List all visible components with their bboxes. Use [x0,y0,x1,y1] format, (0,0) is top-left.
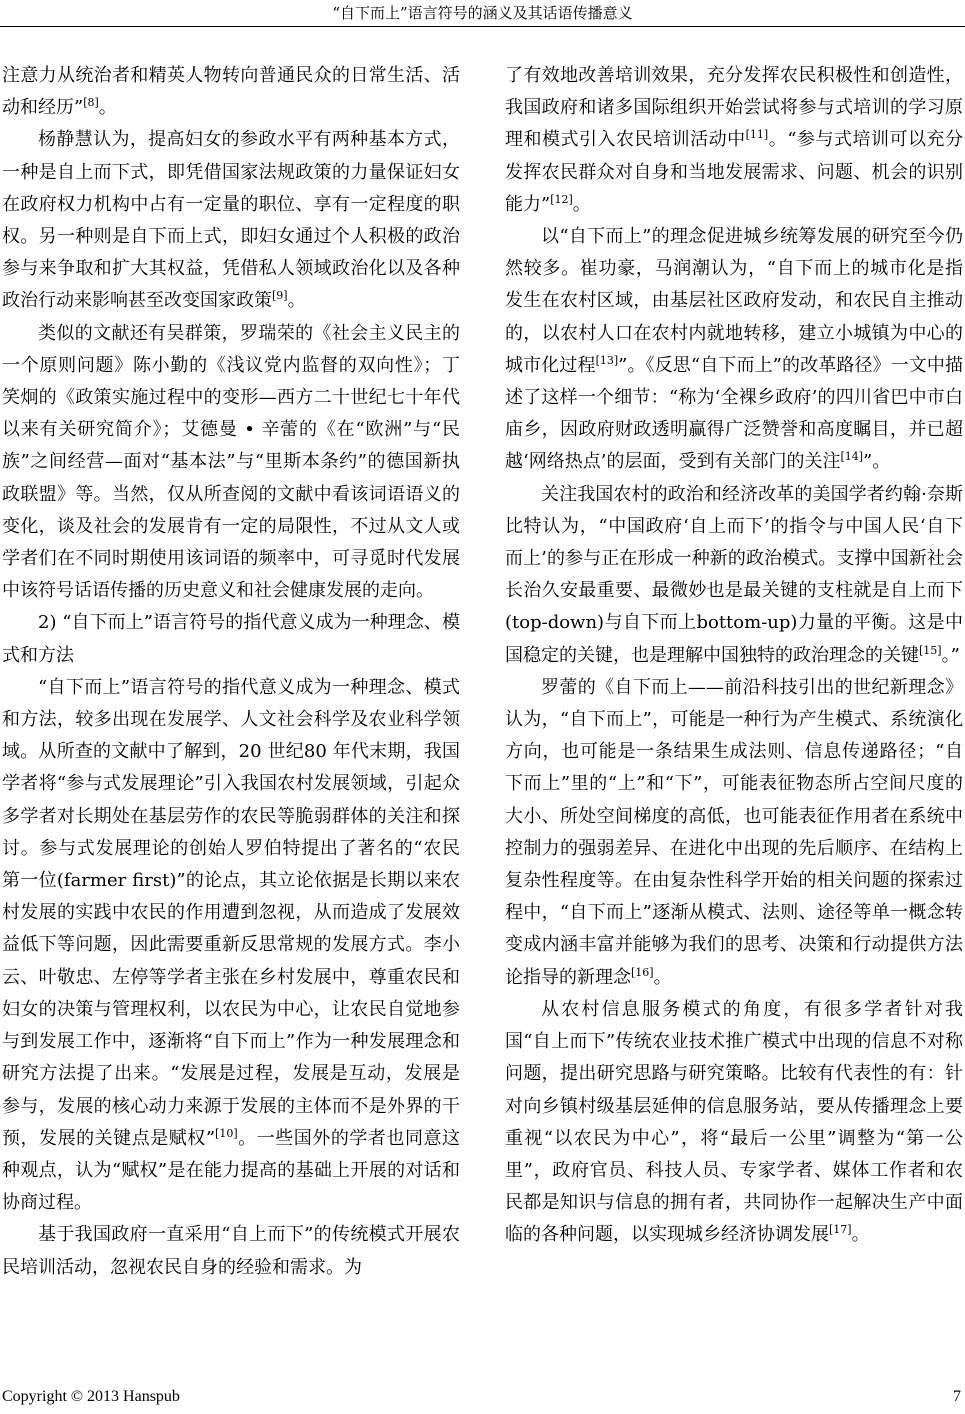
paragraph: 注意力从统治者和精英人物转向普通民众的日常生活、活动和经历”[8]。 [2,65,460,119]
paragraph: 罗蕾的《自下而上——前沿科技引出的世纪新理念》认为，“自下而上”，可能是一种行为产生模式、系统演化方向，也可能是一条结果生成法则、信息传递路径；“自下而上”里的“上”和“下”，可能表征物态所占空间尺度的大小、所处空间梯度的高低，也可能表征作用者在系统中控制力的强弱差异、在进化中出现的先后顺序、在结构上复杂性程度等。在由复杂性科学开始的相关问题的探索过程中，“自下而上”逐渐从模式、法则、途径等单一概念转变成内涵丰富并能够为我们的思考、决策和行动提供方法论指导的新理念[16]。 [505,676,963,988]
citation: [14] [840,450,864,464]
citation: [17] [829,1223,852,1237]
copyright-notice: Copyright © 2013 Hanspub [2,1388,180,1405]
header-rule [0,26,965,27]
citation: [9] [272,289,288,303]
right-column [505,60,963,1252]
citation: [13] [595,353,619,367]
paragraph: 杨静慧认为，提高妇女的参政水平有两种基本方式，一种是自上而下式，即凭借国家法规政策的力量保证妇女在政府权力机构中占有一定量的职位、享有一定程度的职权。另一种则是自下而上式，即妇女通过个人积极的政治参与来争取和扩大其权益，凭借私人领域政治化以及各种政治行动来影响甚至改变国家政策[9]。 [2,129,460,312]
section-heading: 2) “自下而上”语言符号的指代意义成为一种理念、模式和方法 [2,612,460,666]
left-column [2,60,460,1284]
paragraph: 关注我国农村的政治和经济改革的美国学者约翰·奈斯比特认为，“中国政府‘自上而下’的指令与中国人民‘自下而上’的参与正在形成一种新的政治模式。支撑中国新社会长治久安最重要、最微妙也是最关键的支柱就是自上而下(top-down)与自下而上bottom-up)力量的平衡。这是中国稳定的关键，也是理解中国独特的政治理念的关键[15]。” [505,483,963,666]
citation: [8] [83,96,99,110]
paragraph: “自下而上”语言符号的指代意义成为一种理念、模式和方法，较多出现在发展学、人文社会科学及农业科学领域。从所查的文献中了解到，20 世纪80 年代末期，我国学者将“参与式发展理论”引入我国农村发展领域，引起众多学者对长期处在基层劳作的农民等脆弱群体的关注和探讨。参与式发展理论的创始人罗伯特提出了著名的“农民第一位(farmer first)”的论点，其立论依据是长期以来农村发展的实践中农民的作用遭到忽视，从而造成了发展效益低下等问题，因此需要重新反思常规的发展方式。李小云、叶敬忠、左停等学者主张在乡村发展中，尊重农民和妇女的决策与管理权利，以农民为中心，让农民自觉地参与到发展工作中，逐渐将“自下而上”作为一种发展理念和研究方法提了出来。“发展是过程，发展是互动，发展是参与，发展的核心动力来源于发展的主体而不是外界的干预，发展的关键点是赋权”[10]。一些国外的学者也同意这种观点，认为“赋权”是在能力提高的基础上开展的对话和协商过程。 [2,676,461,1214]
paragraph: 了有效地改善培训效果，充分发挥农民积极性和创造性，我国政府和诸多国际组织开始尝试将参与式培训的学习原理和模式引入农民培训活动中[11]。“参与式培训可以充分发挥农民群众对自身和当地发展需求、问题、机会的识别能力”[12]。 [505,65,963,215]
paragraph: 基于我国政府一直采用“自上而下”的传统模式开展农民培训活动，忽视农民自身的经验和需求。为 [2,1224,460,1278]
citation: [15] [919,643,942,657]
paragraph: 类似的文献还有吴群策，罗瑞荣的《社会主义民主的一个原则问题》陈小勤的《浅议党内监督的双向性》；丁笑炯的《政策实施过程中的变形—西方二十世纪七十年代以来有关研究简介》；艾德曼 • 辛蕾的《在“欧洲”与“民族”之间经营—面对“基本法”与“里斯本条约”的德国新执政联盟》等。当然，仅从所查阅的文献中看该词语语义的变化，谈及社会的发展肯有一定的局限性，不过从文人或学者们在不同时期使用该词语的频率中，可寻觅时代发展中该符号话语传播的历史意义和社会健康发展的走向。 [2,322,460,602]
page-number: 7 [953,1388,961,1405]
citation: [11] [745,128,769,142]
citation: [10] [215,1126,238,1140]
citation: [12] [550,192,573,206]
citation: [16] [631,965,654,979]
paragraph: 从农村信息服务模式的角度，有很多学者针对我国“自上而下”传统农业技术推广模式中出现的信息不对称问题，提出研究思路与研究策略。比较有代表性的有：针对向乡镇村级基层延伸的信息服务站，要从传播理念上要重视“以农民为中心”，将“最后一公里”调整为“第一公里”，政府官员、科技人员、专家学者、媒体工作者和农民都是知识与信息的拥有者，共同协作一起解决生产中面临的各种问题，以实现城乡经济协调发展[17]。 [505,998,963,1246]
running-header: “自下而上”语言符号的涵义及其话语传播意义 [332,4,633,22]
paragraph: 以“自下而上”的理念促进城乡统筹发展的研究至今仍然较多。崔功豪，马润潮认为，“自下而上的城市化是指发生在农村区域，由基层社区政府发动，和农民自主推动的，以农村人口在农村内就地转移，建立小城镇为中心的城市化过程[13]”。《反思“自下而上”的改革路径》一文中描述了这样一个细节：“称为‘全裸乡政府’的四川省巴中市白庙乡，因政府财政透明赢得广泛赞誉和高度瞩目，并已超越‘网络热点’的层面，受到有关部门的关注[14]”。 [505,226,963,473]
